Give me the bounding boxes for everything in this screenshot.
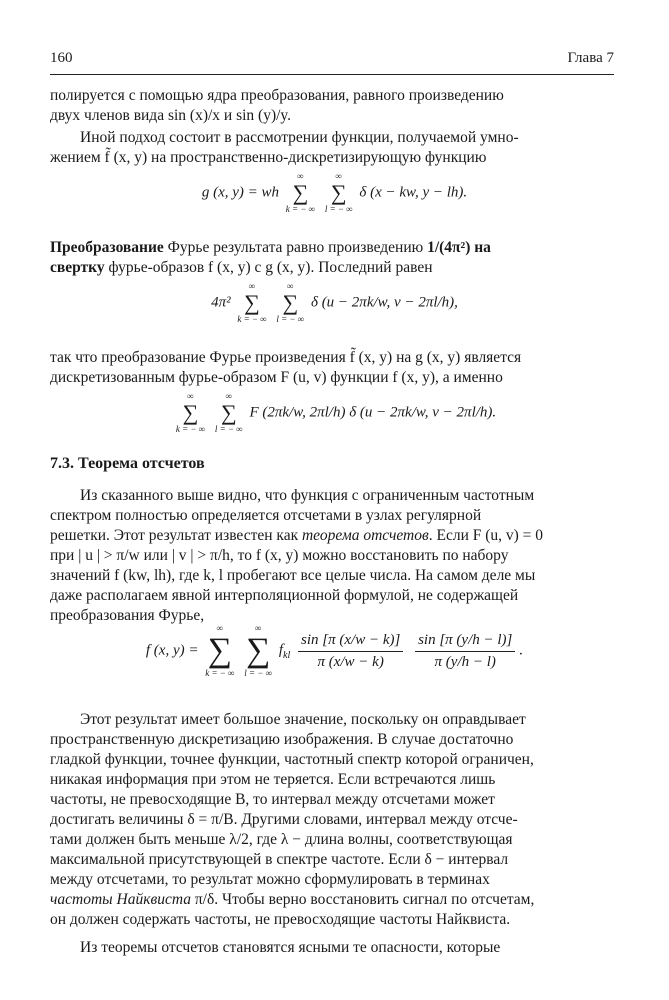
paragraph-2 <box>50 128 612 168</box>
p6-line-1: Этот результат имеет большое значение, поскольку он оправдывает <box>80 711 526 728</box>
p6-line-2: пространственную дискретизацию изображения. В случае достаточно <box>50 731 514 748</box>
p6-line-7: тами должен быть меньше λ/2, где λ − длина волны, соответствующая <box>50 831 513 848</box>
p2-line-1: Иной подход состоит в рассмотрении функции, получаемой умно- <box>80 129 519 146</box>
equation-discretized-spectrum <box>0 392 669 434</box>
p3-line-2: свертку фурье-образов f (x, y) с g (x, y). Последний равен <box>50 259 433 276</box>
eq3-sum-k: ∞ ∑ k = − ∞ <box>175 391 206 434</box>
eq3-sum-l: ∞ ∑ l = − ∞ <box>214 391 243 434</box>
paragraph-7 <box>50 938 612 958</box>
p7-line-1: Из теоремы отсчетов становятся ясными те опасности, которые <box>80 939 501 956</box>
p6-line-8: максимальной присутствующей в спектре частоте. Если δ − интервал <box>50 851 509 868</box>
paragraph-1 <box>50 86 612 126</box>
equation-convolution <box>0 282 669 324</box>
p6-line-4: никакая информация при этом не теряется. Если встречаются лишь <box>50 771 496 788</box>
p5-line-3: решетки. Этот результат известен как теорема отсчетов. Если F (u, v) = 0 <box>50 527 544 544</box>
p5-line-1: Из сказанного выше видно, что функция с ограниченным частотным <box>80 487 535 504</box>
eq4-sum-k: ∞ ∑ k = − ∞ <box>205 623 235 678</box>
p6-line-10: частоты Найквиста π/δ. Чтобы верно восстановить сигнал по отсчетам, <box>50 891 535 908</box>
p5-line-4: при | u | > π/w или | v | > π/h, то f (x, y) можно восстановить по набору <box>50 547 509 564</box>
chapter-title: Глава 7 <box>567 50 614 66</box>
p5-line-6: даже располагаем явной интерполяционной формулой, не содержащей <box>50 587 519 604</box>
p5-line-5: значений f (kw, lh), где k, l пробегают все целые числа. На самом деле мы <box>50 567 536 584</box>
equation-interpolation: f (x, y) = ∞ ∑ k = − ∞ ∞ ∑ l = − ∞ $f_{kl}$ $\frac{\sin [\pi (x/w - k)]}{\pi (x/w - k)}$ $\frac{\sin [\pi (y/h - l)]}{\pi (y/h - l)}$ . <box>145 623 524 678</box>
eq4-fraction-x: $\frac{\sin [\pi (x/w - k)]}{\pi (x/w - k)}$ <box>298 632 403 671</box>
eq4-coefficient: $f_{kl}$ <box>278 642 291 662</box>
p6-line-9: между отсчетами, то результат можно сформулировать в терминах <box>50 871 490 888</box>
eq2-lhs: 4π² <box>211 294 231 311</box>
eq4-sum-l: ∞ ∑ l = − ∞ <box>244 623 273 678</box>
eq3-rhs: F (2πk/w, 2πl/h) δ (u − 2πk/w, v − 2πl/h). <box>249 404 497 421</box>
p1-line-2: двух членов вида sin (x)/x и sin (y)/y. <box>50 107 292 124</box>
p6-line-6: достигать величины δ = π/B. Другими словами, интервал между отсче- <box>50 811 518 828</box>
eq1-sum-k: ∞ ∑ k = − ∞ <box>285 171 316 214</box>
p5-line-7: преобразования Фурье, <box>50 607 205 624</box>
eq2-sum-k: ∞ ∑ k = − ∞ <box>237 281 267 324</box>
p6-line-5: частоты, не превосходящие B, то интервал между отсчетами может <box>50 791 495 808</box>
eq1-sum-l: ∞ ∑ l = − ∞ <box>324 171 353 214</box>
p1-line-1: полируется с помощью ядра преобразования, равного произведению <box>50 87 504 104</box>
eq2-rhs: δ (u − 2πk/w, v − 2πl/h), <box>310 294 458 311</box>
eq1-lhs: g (x, y) = wh <box>201 184 280 201</box>
eq2-sum-l: ∞ ∑ l = − ∞ <box>276 281 305 324</box>
p3-line-1: Преобразование Фурье результата равно произведению 1/(4π²) на <box>50 239 491 256</box>
p6-line-3: гладкой функции, точнее функции, частотный спектр которой ограничен, <box>50 751 534 768</box>
paragraph-6 <box>50 710 612 930</box>
section-heading: 7.3. Теорема отсчетов <box>50 455 205 472</box>
eq4-lhs: f (x, y) = <box>145 642 199 659</box>
equation-sampling-function <box>0 172 669 214</box>
p6-line-11: он должен содержать частоты, не превосходящие частоты Найквиста. <box>50 911 511 928</box>
p5-line-2: спектром полностью определяется отсчетами в узлах регулярной <box>50 507 482 524</box>
page-number: 160 <box>50 50 73 66</box>
p2-line-2: жением f̃ (x, y) на пространственно-дискретизирующую функцию <box>50 149 487 166</box>
paragraph-5 <box>50 486 612 626</box>
header-rule <box>50 74 614 75</box>
eq1-rhs: δ (x − kw, y − lh). <box>359 184 468 201</box>
paragraph-3 <box>50 238 612 278</box>
p4-line-1: так что преобразование Фурье произведения f̃ (x, y) на g (x, y) является <box>50 349 522 366</box>
paragraph-4 <box>50 348 612 388</box>
p4-line-2: дискретизованным фурье-образом F (u, v) функции f (x, y), а именно <box>50 369 503 386</box>
eq4-fraction-y: $\frac{\sin [\pi (y/h - l)]}{\pi (y/h - l)}$ <box>415 632 515 671</box>
